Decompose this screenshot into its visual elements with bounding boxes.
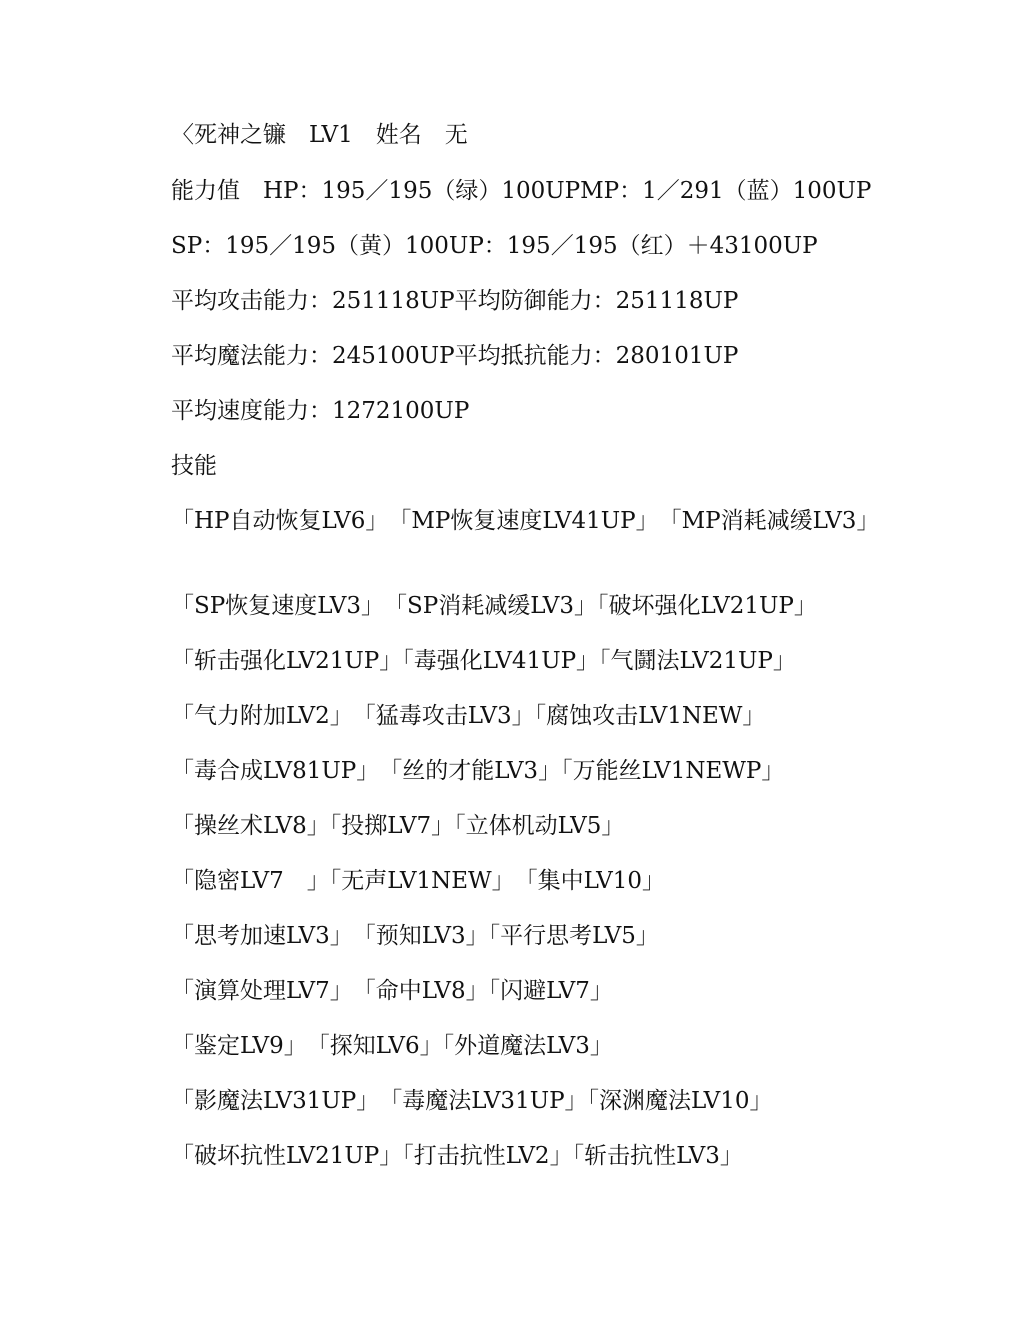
skills-line: 「破坏抗性LV21UP」「打击抗性LV2」「斩击抗性LV3」	[171, 1143, 743, 1169]
skills-line: 「HP自动恢复LV6」 「MP恢复速度LV41UP」 「MP消耗减缓LV3」	[171, 508, 880, 534]
status-header: 〈死神之镰 LV1 姓名 无	[171, 122, 468, 148]
stats-line-sp: SP：195／195（黄）100UP：195／195（红）＋43100UP	[171, 233, 818, 259]
skills-line: 「气力附加LV2」 「猛毒攻击LV3」「腐蚀攻击LV1NEW」	[171, 703, 766, 729]
stats-line-hp-mp: 能力值 HP：195／195（绿）100UPMP：1／291（蓝）100UP	[171, 178, 872, 204]
skills-line: 「斩击强化LV21UP」「毒强化LV41UP」「气鬪法LV21UP」	[171, 648, 796, 674]
skills-heading: 技能	[171, 453, 217, 479]
skills-line: 「演算处理LV7」 「命中LV8」「闪避LV7」	[171, 978, 613, 1004]
skills-line: 「影魔法LV31UP」 「毒魔法LV31UP」「深渊魔法LV10」	[171, 1088, 773, 1114]
skills-line: 「鉴定LV9」 「探知LV6」「外道魔法LV3」	[171, 1033, 613, 1059]
skills-line: 「隐密LV7 」「无声LV1NEW」 「集中LV10」	[171, 868, 666, 894]
stats-attack-defense: 平均攻击能力：251118UP平均防御能力：251118UP	[171, 288, 739, 314]
skills-line: 「操丝术LV8」「投掷LV7」「立体机动LV5」	[171, 813, 625, 839]
stats-magic-resist: 平均魔法能力：245100UP平均抵抗能力：280101UP	[171, 343, 739, 369]
skills-line: 「毒合成LV81UP」 「丝的才能LV3」「万能丝LV1NEWP」	[171, 758, 785, 784]
stats-speed: 平均速度能力：1272100UP	[171, 398, 470, 424]
skills-line: 「思考加速LV3」 「预知LV3」「平行思考LV5」	[171, 923, 659, 949]
skills-line: 「SP恢复速度LV3」 「SP消耗减缓LV3」「破坏强化LV21UP」	[171, 593, 817, 619]
